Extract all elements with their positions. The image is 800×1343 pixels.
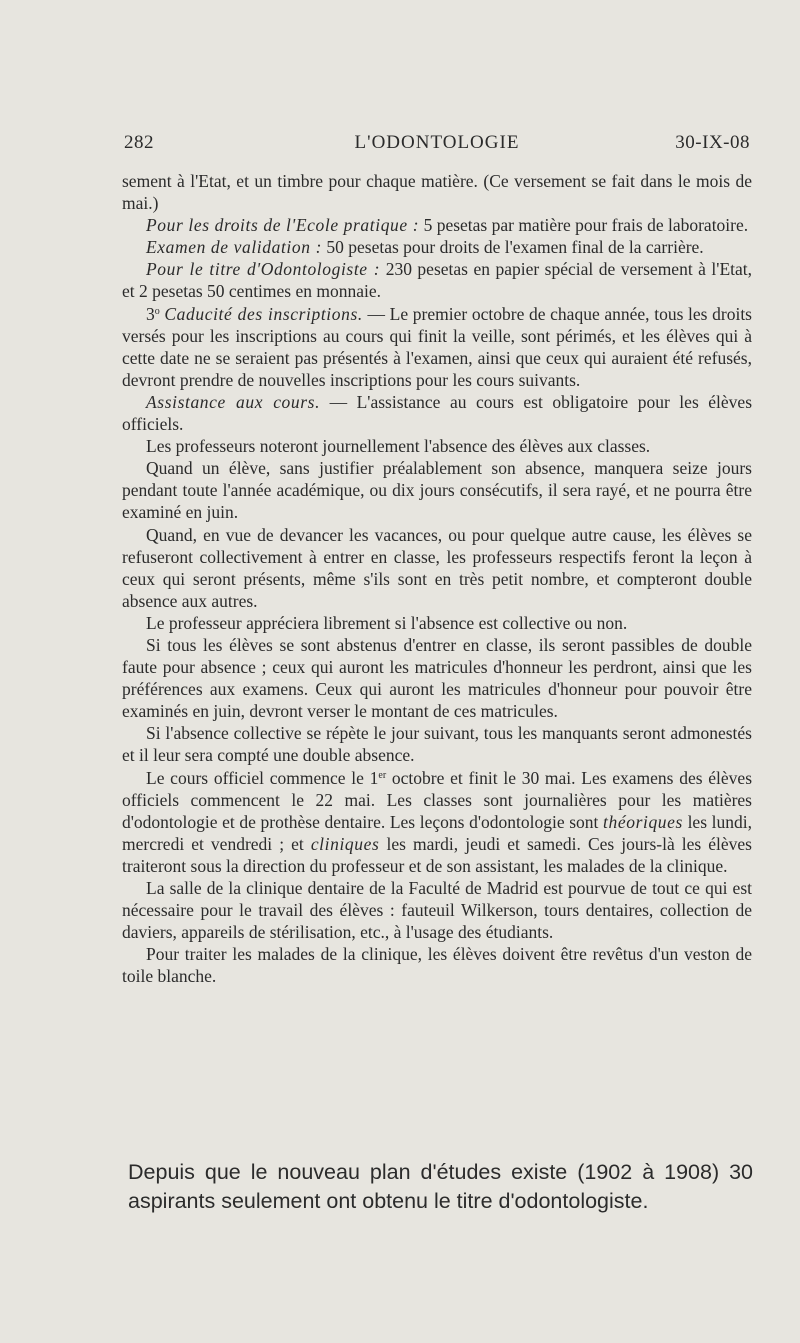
text-run: Quand, en vue de devancer les vacances, ou pour quelque autre cause, les élèves se refuseront collectivement à entrer en classe, les professeurs respectifs feront la leçon à ceux qui seront présents, même s'ils sont en très petit nombre, et compteront double absence aux autres. [122,524,752,611]
note-text: Depuis que le nouveau plan d'études existe (1902 à 1908) 30 aspirants seulement ont obtenu le titre d'odontologiste. [128,1160,753,1213]
text-run: — Le premier octobre de chaque année, tous les droits versés pour les inscriptions au cours qui finit la veille, sont périmés, et les élèves qui à cette date ne se seraient pas présentés à l'examen, ainsi que ceux qui auraient été refusés, devront prendre de nouvelles inscriptions pour les cours suivants. [122,303,752,390]
italic-run: Caducité des inscriptions. [164,303,363,324]
text-run: Les professeurs noteront journellement l'absence des élèves aux classes. [146,436,651,457]
text-run: Quand un élève, sans justifier préalablement son absence, manquera seize jours pendant toute l'année académique, ou dix jours consécutifs, il sera rayé, et ne pourra être examiné en juin. [122,458,752,523]
paragraph [122,258,752,302]
paragraph [122,943,752,987]
paragraph [122,391,752,435]
text-run: 3 [146,303,155,324]
text-run: octobre et finit le 30 mai. Les examens des élèves officiels commencent le 22 mai. Les classes sont journalières pour les matières d'odontologie et de prothèse dentaire. Les leçons d'odontologie sont [122,767,752,832]
handwritten-style-note [128,1158,753,1216]
text-run: Si tous les élèves se sont abstenus d'entrer en classe, ils seront passibles de double faute pour absence ; ceux qui auront les matricules d'honneur les perdront, ainsi que les préférences aux examens. Ceux qui auront les matricules d'honneur pour pouvoir être examinés en juin, devront verser le montant de ces matricules. [122,634,752,722]
article-body [122,170,752,987]
italic-run: cliniques [310,833,380,854]
paragraph [122,634,752,722]
paragraph [122,435,752,457]
text-run: sement à l'Etat, et un timbre pour chaque matière. (Ce versement se fait dans le mois de mai.) [122,171,752,214]
text-run: 50 pesetas pour droits de l'examen final de la carrière. [322,237,704,258]
text-run: Si l'absence collective se répète le jour suivant, tous les manquants seront admonestés et il leur sera compté une double absence. [122,723,752,766]
text-run: Le professeur appréciera librement si l'absence est collective ou non. [146,612,628,633]
text-run: Le cours officiel commence le 1 [146,767,379,788]
issue-date: 30-IX-08 [675,132,750,153]
paragraph [122,722,752,766]
paragraph [122,457,752,523]
text-run: La salle de la clinique dentaire de la Faculté de Madrid est pourvue de tout ce qui est nécessaire pour le travail des élèves : fauteuil Wilkerson, tours dentaires, collection de daviers, appareils de stérilisation, etc., à l'usage des étudiants. [122,878,752,943]
journal-title: L'ODONTOLOGIE [354,132,520,153]
text-run: les lundi, mercredi et vendredi ; et [122,811,752,854]
paragraph [122,767,752,877]
italic-run: Pour le titre d'Odontologiste : [146,259,381,280]
italic-run: Examen de validation : [146,237,322,258]
text-run: les mardi, jeudi et samedi. Ces jours-là les élèves traiteront sous la direction du professeur et de son assistant, les malades de la clinique. [122,833,752,876]
text-run: Pour traiter les malades de la clinique, les élèves doivent être revêtus d'un veston de toile blanche. [122,944,752,987]
paragraph [122,524,752,612]
superscript: o [154,305,160,317]
superscript: er [378,769,387,781]
page-number: 282 [124,132,154,153]
text-run: 230 pesetas en papier spécial de versement à l'Etat, et 2 pesetas 50 centimes en monnaie. [122,259,752,302]
paragraph [122,170,752,214]
running-header [124,132,750,158]
paragraph [122,303,752,391]
paragraph [122,214,752,236]
text-run: — L'assistance au cours est obligatoire pour les élèves officiels. [122,391,752,435]
paragraph [122,236,752,258]
italic-run: Pour les droits de l'Ecole pratique : [146,215,420,236]
italic-run: théoriques [603,811,683,832]
italic-run: Assistance aux cours. [146,391,321,412]
paragraph [122,877,752,943]
paragraph [122,612,752,634]
text-run: 5 pesetas par matière pour frais de laboratoire. [419,215,749,236]
